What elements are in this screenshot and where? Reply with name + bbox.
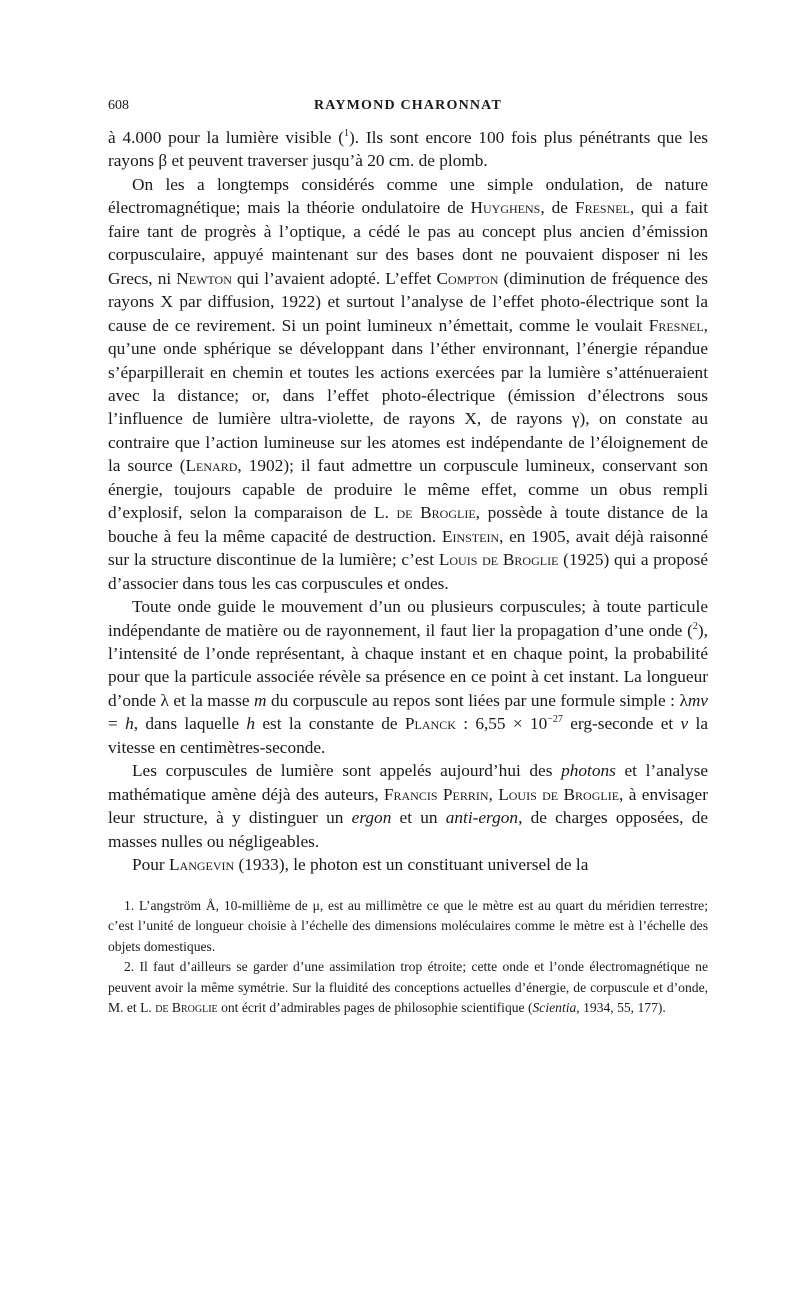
page-header (108, 98, 708, 120)
footnote-2 (108, 957, 708, 1019)
text-run: −27 (547, 714, 563, 726)
text-run: Lenard (185, 456, 238, 476)
text-run: Compton (436, 268, 499, 288)
text-run: ergon (351, 808, 392, 828)
text-run: qui l’avaient adopté. L’effet (231, 268, 437, 288)
text-run: Toute onde guide le mouvement d’un ou plusieurs corpuscules; à toute particule indépendante de matière ou de rayonnement, il faut lier la propagation d’une onde ( (108, 597, 708, 640)
text-run: (1925) qui a proposé d’associer dans tous les cas corpuscules et ondes. (108, 550, 709, 593)
paragraph-5 (108, 853, 708, 876)
text-run: h (246, 714, 256, 734)
text-run: Fresnel (648, 315, 704, 335)
text-run: , 1902); il faut admettre un corpuscule lumineux, conservant son énergie, toujours capable de produire le même effet, comme un obus rempli d’explosif, selon la comparaison de L. (108, 456, 708, 523)
text-run: anti-ergon (445, 808, 519, 828)
text-run: photons (561, 761, 616, 781)
note-run: , 1934, 55, 177). (576, 1000, 666, 1016)
note-run: ont écrit d’admirables pages de philosophie scientifique ( (217, 1000, 533, 1016)
body-text (108, 126, 708, 877)
text-run: et un (391, 808, 446, 828)
text-run: Einstein (441, 526, 500, 546)
page-number: 608 (108, 98, 129, 113)
text-run: On les a longtemps considérés comme une simple ondulation, de nature électromagnétique; mais la théorie ondulatoire de (108, 174, 708, 218)
text-run: , en 1905, avait déjà raisonné sur la structure discontinue de la lumière; c’est (108, 526, 708, 570)
paragraph-3 (108, 595, 708, 759)
text-run: Newton (176, 268, 232, 288)
text-run: 1 (343, 128, 349, 140)
text-run: Les corpuscules de lumière sont appelés aujourd’hui des (132, 761, 562, 781)
text-run: , dans laquelle (133, 714, 247, 734)
text-run: Huyghens (470, 198, 541, 218)
text-run: , qu’une onde sphérique se développant dans l’éther environnant, l’énergie répandue s’éparpillerait en chemin et toutes les actions exercées par la lumière s’atténueraient avec la distance; or, dans l’effet photo-électrique (émission d’électrons sous l’influence de lumière ultra-violette, de rayons X, de rayons γ), on constate au contraire que l’action lumineuse sur les atomes est indépendante de l’éloignement de la source ( (108, 315, 708, 476)
text-run: , possède à toute distance de la bouche à feu la même capacité de destruction. (108, 503, 708, 546)
paragraph-2 (108, 173, 708, 595)
text-run: ), l’intensité de l’onde représentant, à chaque instant et en chaque point, la probabilité pour que la particule associée révèle sa présence en ce point à cet instant. La longueur d’onde λ et la masse (108, 620, 708, 710)
text-run: Planck (404, 714, 456, 734)
text-run: la vitesse en centimètres-seconde. (108, 714, 709, 757)
text-run: est la constante de (255, 714, 405, 734)
text-run: , à envisager leur structure, à y distinguer un (108, 784, 708, 828)
text-run: , de (540, 198, 575, 218)
footnotes (108, 896, 708, 1020)
text-run: du corpuscule au repos sont liées par une formule simple : λ (266, 690, 688, 710)
running-title: RAYMOND CHARONNAT (313, 98, 502, 113)
text-run: , de charges opposées, de masses nulles ou négligeables. (108, 808, 709, 851)
text-run: Louis de Broglie (438, 550, 559, 570)
text-run: Langevin (168, 855, 235, 875)
text-run: ). Ils sont encore 100 fois plus pénétrants que les rayons β et peuvent traverser jusqu’à 20 cm. de plomb. (108, 128, 708, 171)
text-run: Pour (132, 855, 169, 875)
text-run: : 6,55 × 10 (455, 714, 548, 734)
text-run: (1933), le photon est un constituant universel de la (234, 855, 589, 875)
text-run: erg-seconde et (562, 714, 681, 734)
book-page (108, 98, 708, 1019)
text-run: et l’analyse mathématique amène déjà des auteurs, (108, 761, 708, 804)
text-run: h (125, 714, 134, 734)
paragraph-4 (108, 759, 708, 853)
text-run: 2 (692, 620, 698, 632)
note-run: 1. L’angström Å, 10-millième de μ, est au millimètre ce que le mètre est au quart du méridien terrestre; c’est l’unité de longueur choisie à l’échelle des dimensions moléculaires comme le mètre est à l’échelle des objets domestiques. (108, 897, 708, 954)
note-run: 2. Il faut d’ailleurs se garder d’une assimilation trop étroite; cette onde et l’onde électromagnétique ne peuvent avoir la même symétrie. Sur la fluidité des conceptions actuelles d’énergie, de corpuscule et d’onde, M. et L. (108, 959, 708, 1016)
text-run: v (680, 714, 689, 734)
footnote-1 (108, 896, 708, 958)
text-run: Fresnel (574, 198, 630, 218)
text-run: m (254, 690, 267, 710)
note-run: Scientia (532, 1000, 577, 1016)
text-run: de Broglie (396, 503, 476, 523)
text-run: Louis de Broglie (498, 784, 620, 804)
text-run: = (108, 714, 126, 734)
note-run: de Broglie (155, 1000, 218, 1016)
text-run: , qui a fait faire tant de progrès à l’optique, a cédé le pas au concept plus ancien d’émission corpusculaire, appuyé maintenant sur des bases dont ne pouvaient disposer ni les Grecs, ni (108, 198, 709, 288)
text-run: (diminution de fréquence des rayons X par diffusion, 1922) et surtout l’analyse de l’effet photo-électrique sont la cause de ce revirement. Si un point lumineux n’émettait, comme le voulait (108, 268, 708, 335)
text-run: , (488, 784, 499, 804)
text-run: mv (687, 690, 708, 710)
paragraph-1 (108, 126, 708, 173)
text-run: Francis Perrin (383, 784, 489, 804)
text-run: à 4.000 pour la lumière visible ( (108, 128, 344, 147)
